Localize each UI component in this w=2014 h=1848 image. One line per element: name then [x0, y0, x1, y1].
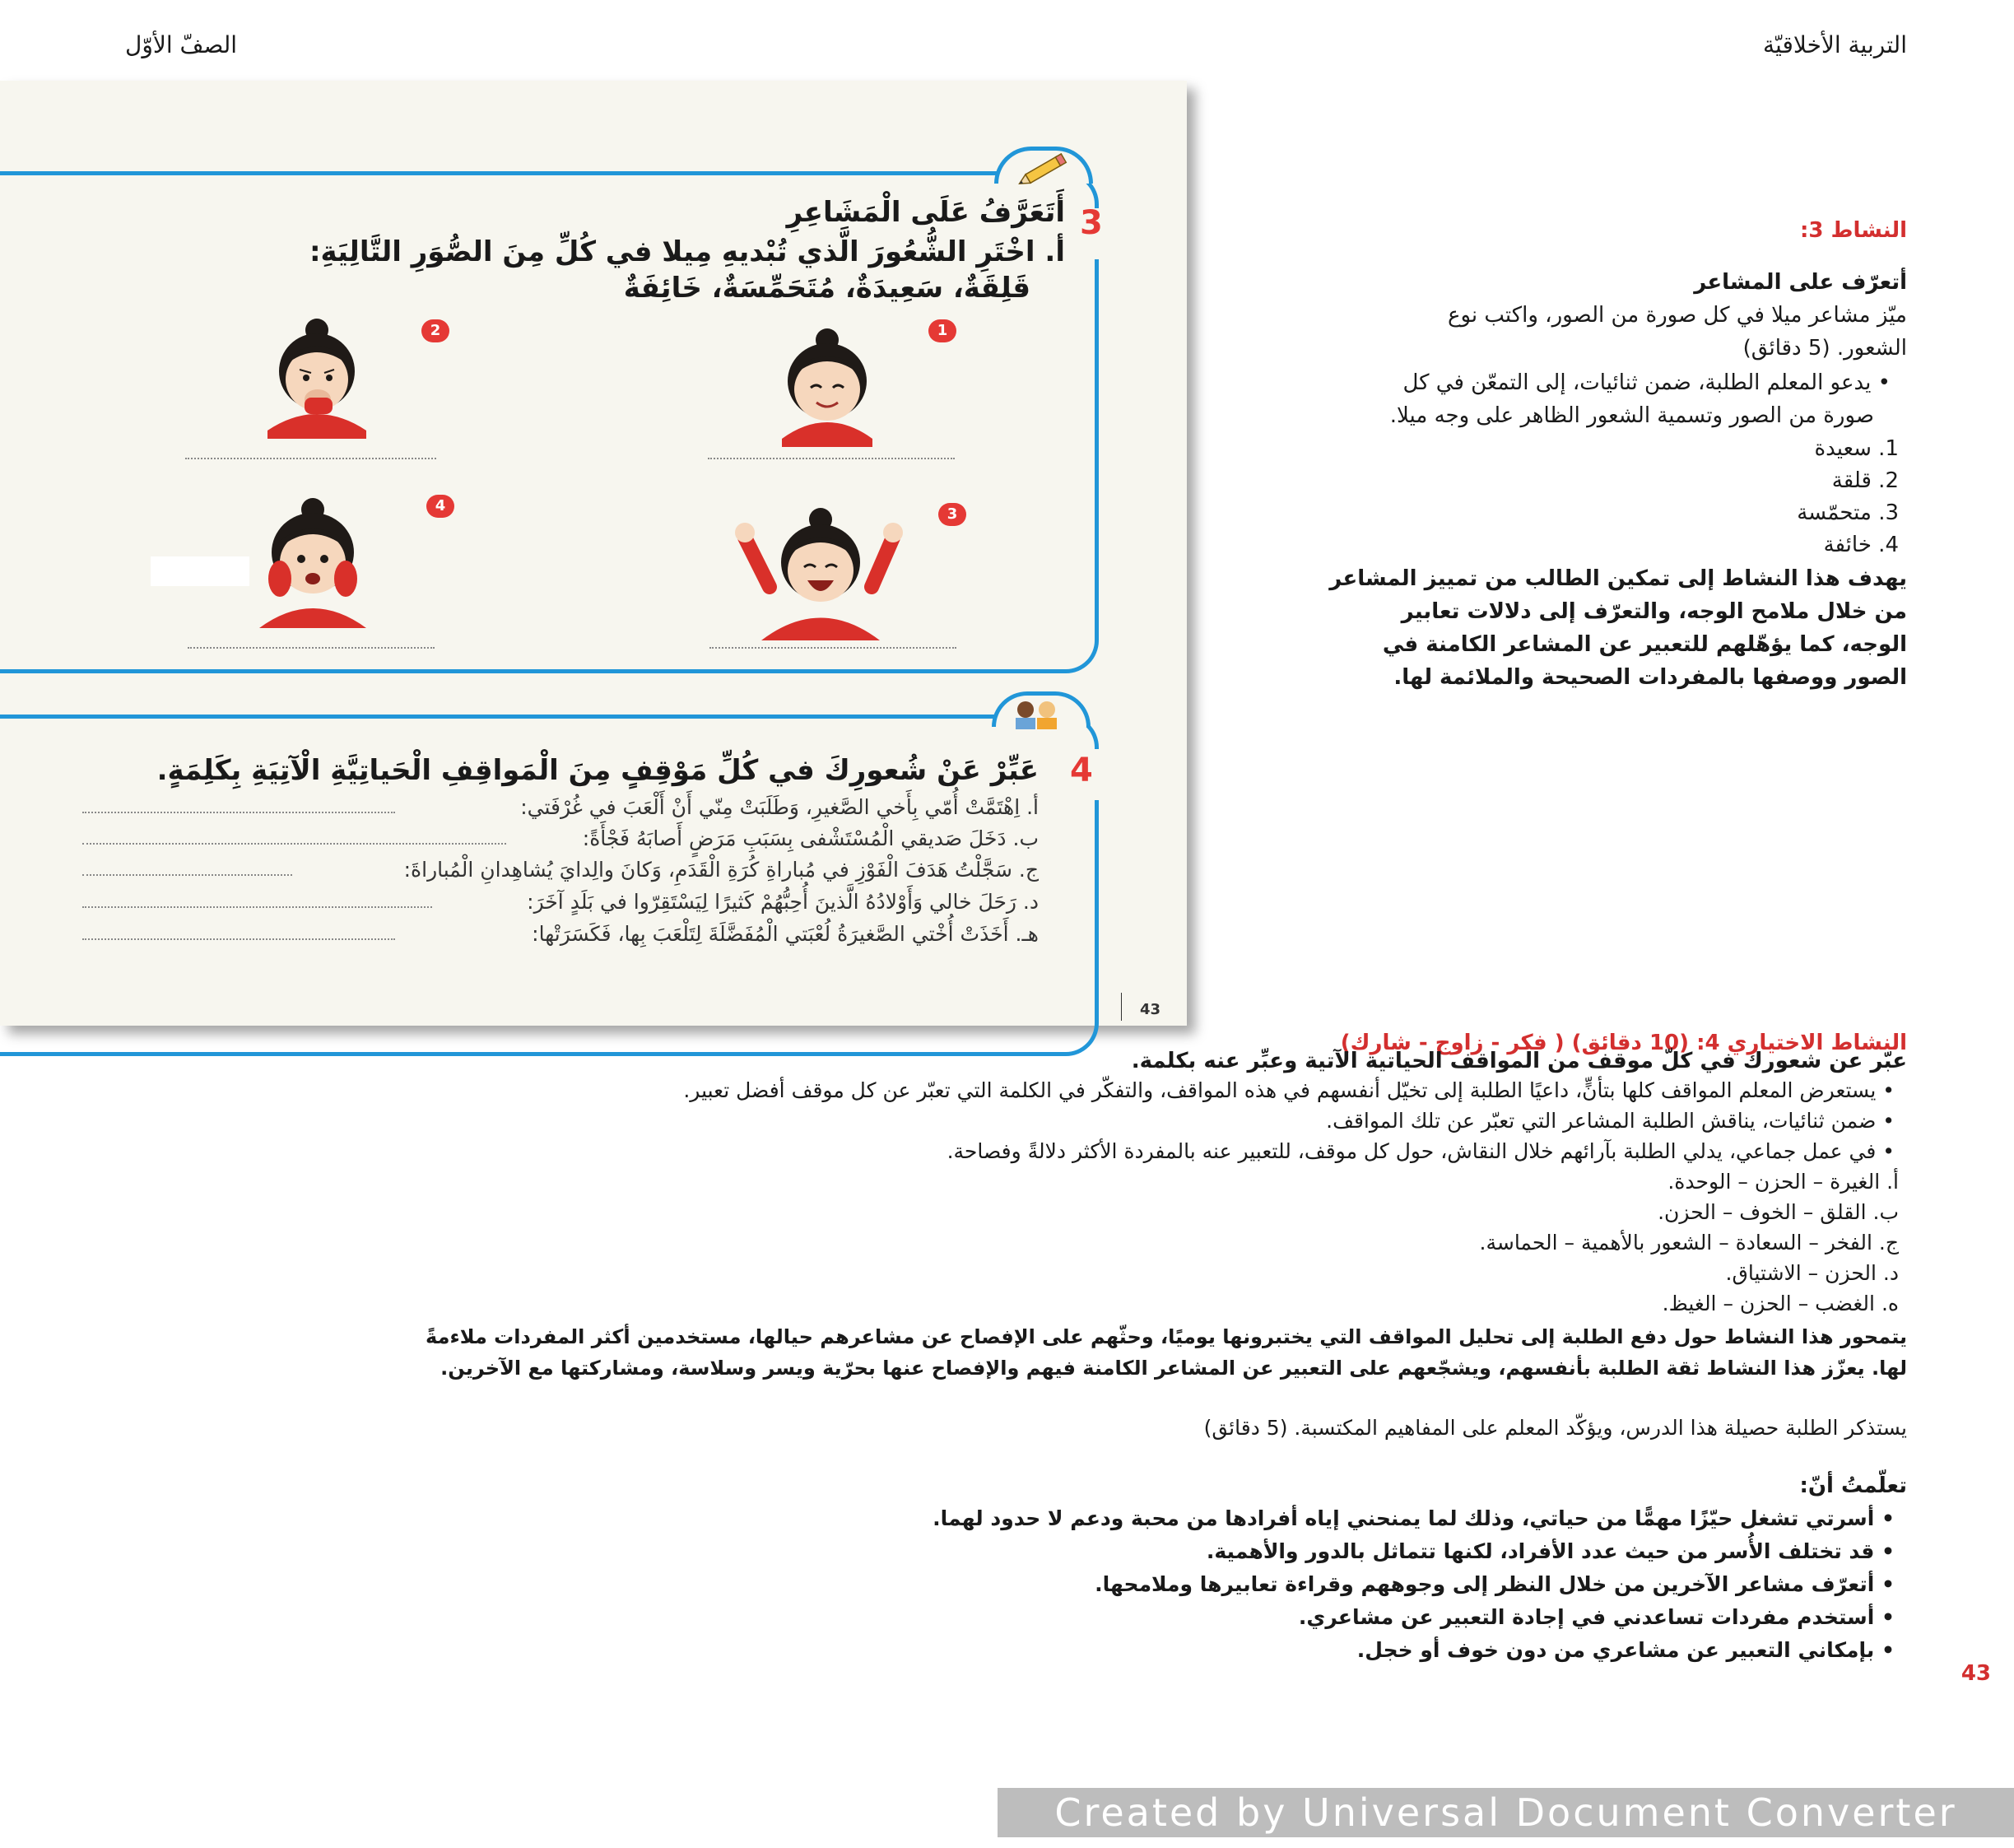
activity4-answer-e: ه. الغضب – الحزن – الغيظ. [1662, 1292, 1899, 1315]
picture-badge-1: 1 [928, 319, 956, 342]
situation-d: د. رَحَلَ خالي وَأَوْلادُهُ الَّذينَ أُحِبُّهُمْ كَثيرًا لِيَسْتَقِرّوا في بَلَدٍ آخَرَ: [527, 890, 1039, 914]
activity3-book-title: أَتَعَرَّفُ عَلَى الْمَشَاعِرِ [786, 196, 1065, 229]
situation-e: هـ. أَخَذَتْ أُخْتي الصَّغيرَةُ لُعْبَتي الْمُفَضَّلَةَ لِتَلْعَبَ بِها، فَكَسَرَتْها: [532, 922, 1039, 946]
frame-gap [1091, 749, 1103, 800]
watermark-banner: Created by Universal Document Converter [998, 1788, 2014, 1837]
activity4-answer-d: د. الحزن – الاشتياق. [1725, 1261, 1899, 1285]
activity3-answer-4: 4. خائفة [1823, 533, 1899, 557]
activity4-bullet-1: • يستعرض المعلم المواقف كلها بتأنٍّ، داعيًا الطلبة إلى تخيّل أنفسهم في هذه المواقف، والتفكّر في الكلمة التي تعبّر عن كل موقف أفضل تعبير. [683, 1078, 1895, 1102]
pencil-icon [1014, 148, 1080, 189]
activity4-goal-line-2: لها. يعزّز هذا النشاط ثقة الطلبة بأنفسهم، ويشجّعهم على التعبير عن المشاعر الكامنة فيهم والإفصاح عنها بحرّية ويسر وسلاسة، ومشاركتها مع الآخرين. [440, 1357, 1907, 1380]
girl-worried-illustration [255, 315, 379, 439]
activity3-line-2: الشعور. (5 دقائق) [1742, 336, 1907, 361]
activity3-title: أتعرّف على المشاعر [1694, 270, 1907, 295]
activity3-book-instruction: أ. اخْتَرِ الشُّعُورَ الَّذي تُبْديهِ مِيلا في كُلِّ مِنَ الصُّوَرِ التَّالِيَةِ: [309, 235, 1065, 268]
learned-heading: تعلّمتُ أنّ: [1799, 1473, 1907, 1498]
girl-scared-illustration [247, 496, 379, 628]
activity4-heading: النشاط الاختياري 4: (10 دقائق) ( فكر - زاوج - شارك) [1340, 1031, 1907, 1055]
situation-c: ج. سَجَّلْتُ هَدَفَ الْفَوْزِ في مُباراةِ كُرَةِ الْقَدَمِ، وَكانَ والِدايَ يُشاهِدانِ الْمُباراةَ: [403, 858, 1039, 882]
learned-item-1: • أسرتي تشغل حيّزًا مهمًّا من حياتي، وذلك لما يمنحني إياه أفرادها من محبة ودعم لا حدود لهما. [933, 1506, 1895, 1530]
activity3-word-bank: قَلِقَةٌ، سَعِيدَةٌ، مُتَحَمِّسَةٌ، خَائِفَةٌ [623, 272, 1030, 305]
activity4-bullet-2: • ضمن ثنائيات، يناقش الطلبة المشاعر التي تعبّر عن تلك المواقف. [1326, 1109, 1895, 1133]
answer-line-3[interactable] [709, 647, 956, 649]
activity3-answer-1: 1. سعيدة [1814, 436, 1899, 461]
activity3-goal-line-2: من خلال ملامح الوجه، والتعرّف إلى دلالات تعابير [1401, 599, 1907, 624]
picture-badge-2: 2 [421, 319, 449, 342]
situation-c-answer-line[interactable] [82, 874, 292, 876]
activity4-number: 4 [1070, 752, 1093, 789]
learned-item-3: • أتعرّف مشاعر الآخرين من خلال النظر إلى وجوههم وقراءة تعابيرها وملامحها. [1095, 1572, 1895, 1596]
activity3-heading: النشاط 3: [1799, 218, 1907, 243]
activity3-answer-3: 3. متحمّسة [1797, 500, 1899, 525]
situation-a-answer-line[interactable] [82, 812, 395, 813]
textbook-page [0, 81, 1187, 1026]
white-patch [151, 556, 249, 586]
activity3-line-1: ميّز مشاعر ميلا في كل صورة من الصور، واكتب نوع [1447, 303, 1907, 328]
girl-happy-illustration [765, 324, 889, 447]
activity3-goal-line-4: الصور ووصفها بالمفردات الصحيحة والملائمة لها. [1393, 665, 1907, 690]
activity3-number: 3 [1080, 204, 1103, 242]
answer-line-1[interactable] [708, 458, 955, 459]
learned-item-5: • بإمكاني التعبير عن مشاعري من دون خوف أو خجل. [1356, 1638, 1895, 1662]
situation-b-answer-line[interactable] [82, 843, 506, 845]
girl-excited-illustration [728, 505, 909, 640]
recap-text: يستذكر الطلبة حصيلة هذا الدرس، ويؤكّد المعلم على المفاهيم المكتسبة. (5 دقائق) [1203, 1416, 1907, 1440]
subject-title: التربية الأخلاقيّة [1763, 31, 1907, 58]
activity4-book-title: عَبِّرْ عَنْ شُعورِكَ في كُلِّ مَوْقِفٍ مِنَ الْمَواقِفِ الْحَياتِيَّةِ الْآتِيَةِ بِكَلِمَةٍ. [156, 754, 1039, 787]
situation-d-answer-line[interactable] [82, 906, 432, 908]
grade-title: الصفّ الأوّل [125, 31, 238, 58]
pair-work-icon [1002, 696, 1072, 729]
answer-line-4[interactable] [188, 647, 435, 649]
activity4-goal-line-1: يتمحور هذا النشاط حول دفع الطلبة إلى تحليل المواقف التي يختبرونها يوميًا، وحثّهم على الإفصاح عن مشاعرهم حيالها، مستخدمين أكثر المفردات ملاءمةً [426, 1325, 1907, 1348]
activity3-goal-line-1: يهدف هذا النشاط إلى تمكين الطالب من تمييز المشاعر [1329, 566, 1907, 591]
answer-line-2[interactable] [185, 458, 436, 459]
learned-item-2: • قد تختلف الأُسر من حيث عدد الأفراد، لكنها تتماثل بالدور والأهمية. [1206, 1539, 1895, 1563]
page-number: 43 [1961, 1661, 1991, 1686]
activity4-answer-c: ج. الفخر – السعادة – الشعور بالأهمية – الحماسة. [1479, 1231, 1899, 1254]
situation-a: أ. اِهْتَمَّتْ أُمّي بِأَخي الصَّغيرِ، وَطَلَبَتْ مِنّي أَنْ أَلْعَبَ في غُرْفَتي: [520, 795, 1039, 819]
picture-badge-3: 3 [938, 503, 966, 526]
page-number-divider [1121, 993, 1122, 1021]
activity3-bullet-line-2: صورة من الصور وتسمية الشعور الظاهر على وجه ميلا. [1389, 403, 1874, 428]
picture-badge-4: 4 [426, 495, 454, 518]
activity3-answer-2: 2. قلقة [1831, 468, 1899, 493]
activity4-answer-b: ب. القلق – الخوف – الحزن. [1658, 1200, 1899, 1224]
situation-e-answer-line[interactable] [82, 938, 395, 940]
activity4-answer-a: أ. الغيرة – الحزن – الوحدة. [1667, 1170, 1899, 1194]
activity4-title-text: عبّر عن شعورك في كلّ موقف من المواقف الحياتية الآتية وعبِّر عنه بكلمة. [1131, 1049, 1907, 1073]
learned-item-4: • أستخدم مفردات تساعدني في إجادة التعبير عن مشاعري. [1298, 1605, 1895, 1629]
activity3-bullet-line-1: • يدعو المعلم الطلبة، ضمن ثنائيات، إلى التمعّن في كل [1402, 370, 1891, 395]
book-page-number: 43 [1140, 1001, 1161, 1018]
situation-b: ب. دَخَلَ صَديقي الْمُسْتَشْفى بِسَبَبِ مَرَضٍ أَصابَهُ فَجْأَةً: [582, 826, 1039, 850]
activity4-bullet-3: • في عمل جماعي، يدلي الطلبة بآرائهم خلال النقاش، حول كل موقف، للتعبير عنه بالمفردة الأكثر دلالةً وفصاحة. [947, 1139, 1895, 1163]
activity3-goal-line-3: الوجه، كما يؤهّلهم للتعبير عن المشاعر الكامنة في [1382, 632, 1907, 657]
